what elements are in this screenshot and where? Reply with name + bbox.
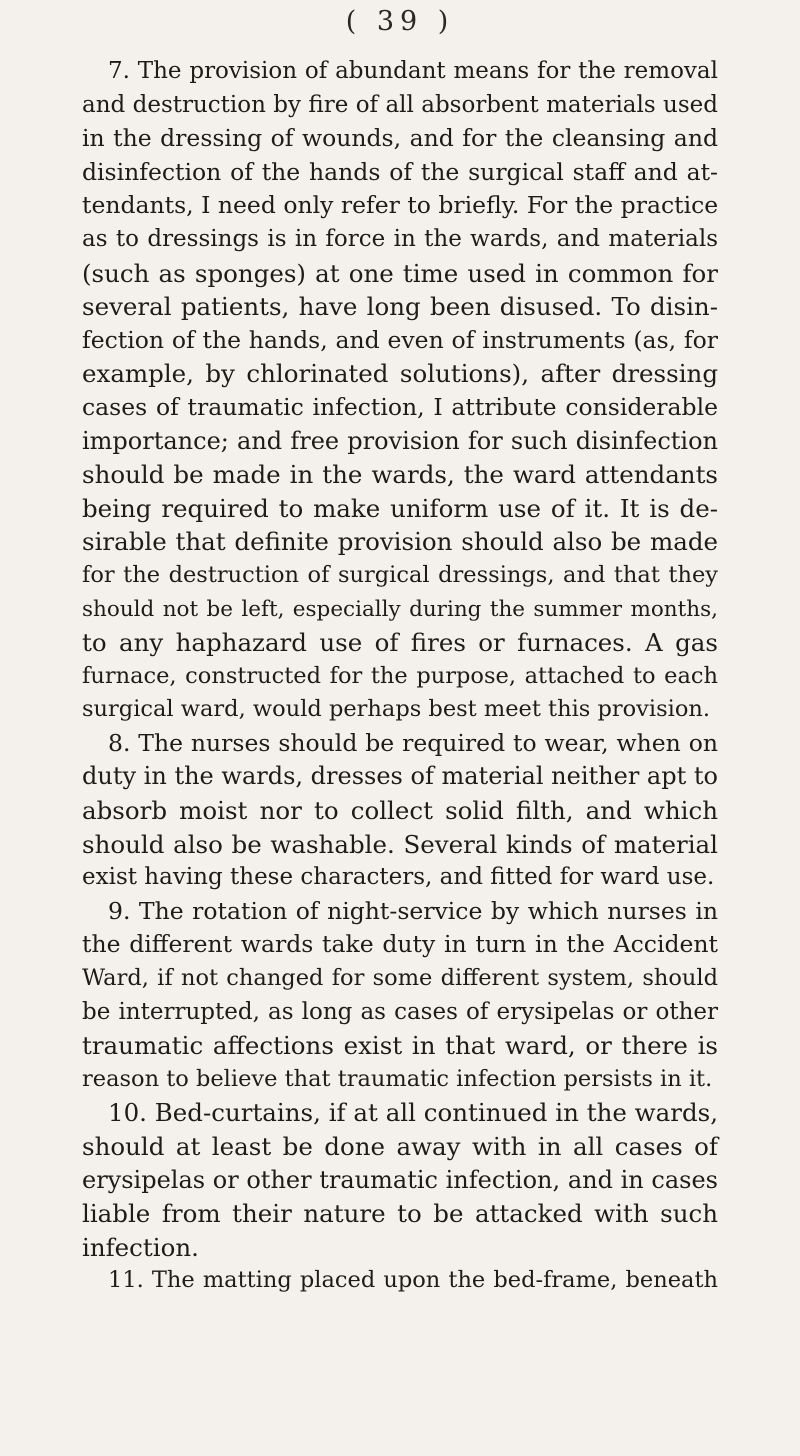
text-line: several patients, have long been disused. To disin- (82, 292, 718, 322)
text-line: 9. The rotation of night-service by which nurses in (108, 896, 718, 925)
text-line: to any haphazard use of fires or furnaces. A gas (82, 628, 718, 658)
text-line: should not be left, especially during the summer months, (82, 596, 718, 622)
text-line: tendants, I need only refer to briefly. For the practice (82, 191, 719, 220)
text-line: 10. Bed-curtains, if at all continued in the wards, (108, 1098, 718, 1128)
text-line: example, by chlorinated solutions), after dressing (82, 359, 718, 389)
text-line: in the dressing of wounds, and for the cleansing and (82, 124, 718, 153)
text-line: duty in the wards, dresses of material neither apt to (82, 762, 718, 791)
text-line: (such as sponges) at one time used in common for (82, 258, 718, 288)
text-line: furnace, constructed for the purpose, attached to each (82, 662, 718, 689)
text-line: Ward, if not changed for some different system, should (82, 965, 718, 992)
text-line: fection of the hands, and even of instruments (as, for (82, 325, 718, 354)
body-text (82, 55, 718, 1298)
text-line: reason to believe that traumatic infection persists in it. (82, 1065, 713, 1092)
text-line: surgical ward, would perhaps best meet this provision. (82, 696, 711, 723)
text-line: 7. The provision of abundant means for the removal (108, 58, 718, 84)
text-line: 8. The nurses should be required to wear, when on (108, 728, 718, 757)
text-line: for the destruction of surgical dressings, and that they (82, 561, 718, 588)
text-line: infection. (82, 1232, 199, 1262)
text-line: being required to make uniform use of it. It is de- (82, 493, 718, 523)
text-line: cases of traumatic infection, I attribute considerable (82, 392, 718, 421)
text-line: importance; and free provision for such disinfection (82, 426, 718, 455)
text-line: should at least be done away with in all cases of (82, 1132, 718, 1161)
text-line: sirable that definite provision should also be made (82, 527, 718, 557)
text-line: and destruction by fire of all absorbent materials used (82, 91, 718, 118)
text-line: liable from their nature to be attacked with such (82, 1199, 718, 1229)
text-line: should also be washable. Several kinds of material (82, 829, 718, 859)
text-line: be interrupted, as long as cases of erysipelas or other (82, 998, 718, 1025)
text-line: should be made in the wards, the ward attendants (82, 460, 718, 490)
text-line: as to dressings is in force in the wards, and materials (82, 225, 718, 252)
text-line: 11. The matting placed upon the bed-frame, beneath (108, 1267, 718, 1294)
text-line: traumatic affections exist in that ward, or there is (82, 1031, 718, 1061)
text-line: the different wards take duty in turn in the Accident (82, 930, 718, 959)
text-line: disinfection of the hands of the surgical staff and at- (82, 157, 718, 186)
text-line: exist having these characters, and fitted for ward use. (82, 864, 715, 891)
page-number: ( 39 ) (345, 6, 455, 37)
text-line: erysipelas or other traumatic infection, and in cases (82, 1165, 718, 1194)
text-line: absorb moist nor to collect solid filth, and which (82, 796, 718, 826)
